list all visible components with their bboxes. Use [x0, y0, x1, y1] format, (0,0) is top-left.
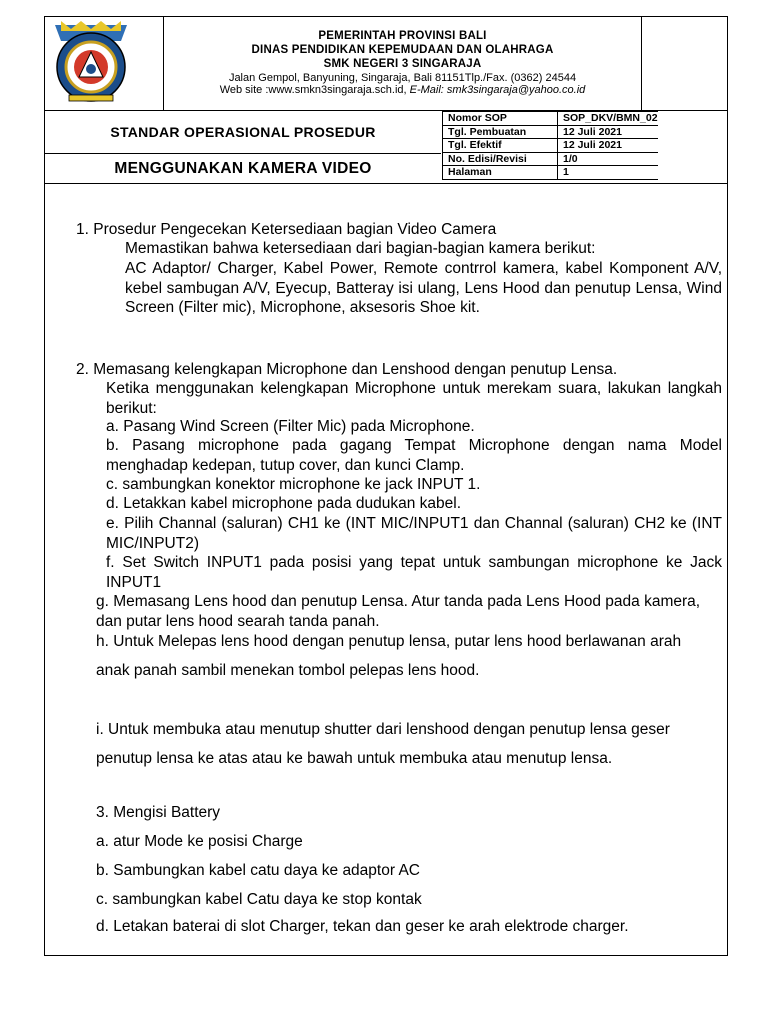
step-2d: d. Letakkan kabel microphone pada dudukan kabel. [106, 495, 462, 512]
meta-row [443, 152, 658, 166]
sop-title-cell [45, 111, 441, 183]
sop-title-block [45, 111, 727, 184]
meta-value: 12 Juli 2021 [558, 125, 658, 139]
school-emblem-icon [51, 19, 131, 105]
sop-title: STANDAR OPERASIONAL PROSEDUR [45, 111, 441, 154]
school-name: SMK NEGERI 3 SINGARAJA [323, 58, 482, 70]
meta-row [443, 125, 658, 139]
meta-key: Tgl. Efektif [443, 139, 558, 153]
contact-line [164, 84, 641, 96]
department-name: DINAS PENDIDIKAN KEPEMUDAAN DAN OLAHRAGA [251, 44, 554, 56]
step-3a: a. atur Mode ke posisi Charge [96, 833, 303, 850]
website: Web site :www.smkn3singaraja.sch.id, [219, 84, 410, 96]
meta-row [443, 112, 658, 126]
meta-key: Tgl. Pembuatan [443, 125, 558, 139]
logo-cell [45, 17, 164, 110]
step-2e: e. Pilih Channal (saluran) CH1 ke (INT MIC/INPUT1 dan Channal (saluran) CH2 ke (INT MIC/INPUT2) [106, 515, 722, 552]
meta-row [443, 166, 658, 180]
institution-block [164, 17, 641, 96]
government-name: PEMERINTAH PROVINSI BALI [318, 30, 487, 42]
step-2f: f. Set Switch INPUT1 pada posisi yang tepat untuk sambungan microphone ke Jack INPUT1 [106, 554, 722, 591]
step-2g: g. Memasang Lens hood dan penutup Lensa. Atur tanda pada Lens Hood pada kamera, dan putar lens hood searah tanda panah. [96, 593, 701, 630]
letterhead [45, 17, 727, 111]
section-1-intro: Memastikan bahwa ketersediaan dari bagian-bagian kamera berikut: [125, 240, 596, 257]
meta-key: Halaman [443, 166, 558, 180]
meta-value: SOP_DKV/BMN_02 [558, 112, 658, 126]
step-2h: h. Untuk Melepas lens hood dengan penutup lensa, putar lens hood berlawanan arah anak panah sambil menekan tombol pelepas lens hood. [96, 633, 682, 679]
school-address: Jalan Gempol, Banyuning, Singaraja, Bali 81151Tlp./Fax. (0362) 24544 [228, 72, 577, 84]
section-2-intro: Ketika menggunakan kelengkapan Microphone untuk merekam suara, lakukan langkah berikut: [106, 380, 722, 417]
step-2c: c. sambungkan konektor microphone ke jack INPUT 1. [106, 476, 481, 493]
meta-row [443, 139, 658, 153]
document-sheet [44, 16, 728, 956]
step-2b: b. Pasang microphone pada gagang Tempat Microphone dengan nama Model menghadap kedepan, tutup cover, dan kunci Clamp. [106, 437, 722, 474]
sop-meta-table [442, 111, 658, 180]
meta-value: 12 Juli 2021 [558, 139, 658, 153]
step-3d: d. Letakan baterai di slot Charger, tekan dan geser ke arah elektrode charger. [96, 918, 629, 935]
section-2-heading: 2. Memasang kelengkapan Microphone dan Lenshood dengan penutup Lensa. [76, 361, 618, 378]
meta-value: 1 [558, 166, 658, 180]
section-1-heading: 1. Prosedur Pengecekan Ketersediaan bagian Video Camera [76, 221, 497, 238]
blank-cell [641, 17, 728, 110]
step-3c: c. sambungkan kabel Catu daya ke stop kontak [96, 891, 422, 908]
email: E-Mail: smk3singaraja@yahoo.co.id [409, 84, 586, 96]
meta-key: Nomor SOP [443, 112, 558, 126]
section-1-items: AC Adaptor/ Charger, Kabel Power, Remote contrrol kamera, kabel Komponent A/V, kebel sambugan A/V, Eyecup, Batteray isi ulang, Lens Hood dan penutup Lensa, Wind Screen (Filter mic), Microphone, aksesoris Shoe kit. [125, 260, 722, 317]
step-3b: b. Sambungkan kabel catu daya ke adaptor AC [96, 862, 420, 879]
sop-subtitle: MENGGUNAKAN KAMERA VIDEO [114, 159, 372, 177]
section-3-heading: 3. Mengisi Battery [96, 804, 221, 821]
step-2a: a. Pasang Wind Screen (Filter Mic) pada Microphone. [106, 418, 475, 435]
step-2i: i. Untuk membuka atau menutup shutter dari lenshood dengan penutup lensa geser penutup lensa ke atas atau ke bawah untuk membuka atau menutup lensa. [96, 721, 670, 767]
meta-value: 1/0 [558, 152, 658, 166]
meta-key: No. Edisi/Revisi [443, 152, 558, 166]
